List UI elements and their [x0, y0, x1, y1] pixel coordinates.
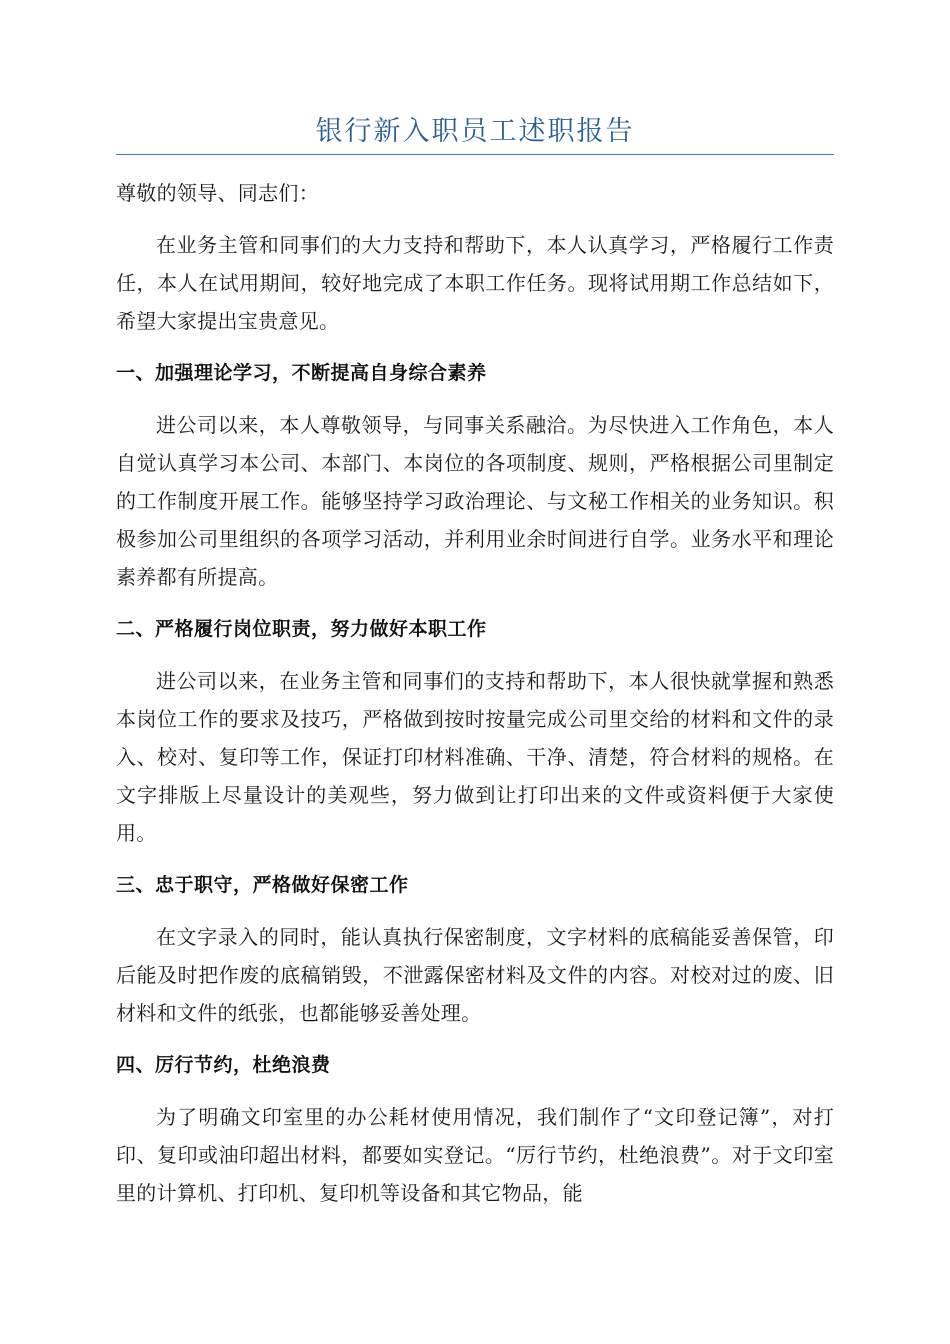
document-title: 银行新入职员工述职报告: [315, 116, 635, 147]
section-heading-1: 一、加强理论学习，不断提高自身综合素养: [116, 362, 487, 384]
title-underline: [116, 154, 834, 155]
section-heading-3: 三、忠于职守，严格做好保密工作: [116, 874, 409, 896]
section-body-1: 进公司以来，本人尊敬领导，与同事关系融洽。为尽快进入工作角色，本人自觉认真学习本公司、本部门、本岗位的各项制度、规则，严格根据公司里制定的工作制度开展工作。能够坚持学习政治理论、与文秘工作相关的业务知识。积极参加公司里组织的各项学习活动，并利用业余时间进行自学。业务水平和理论素养都有所提高。: [116, 413, 834, 589]
intro-paragraph: 在业务主管和同事们的大力支持和帮助下，本人认真学习，严格履行工作责任，本人在试用期间，较好地完成了本职工作任务。现将试用期工作总结如下，希望大家提出宝贵意见。: [116, 233, 834, 333]
document-body: [116, 174, 834, 1226]
section-body-4: 为了明确文印室里的办公耗材使用情况，我们制作了“文印登记簿”，对打印、复印或油印超出材料，都要如实登记。“厉行节约，杜绝浪费”。对于文印室里的计算机、打印机、复印机等设备和其它物品，能: [116, 1105, 834, 1205]
section-heading-4: 四、厉行节约，杜绝浪费: [116, 1054, 331, 1076]
section-body-3: 在文字录入的同时，能认真执行保密制度，文字材料的底稿能妥善保管，印后能及时把作废的底稿销毁，不泄露保密材料及文件的内容。对校对过的废、旧材料和文件的纸张，也都能够妥善处理。: [116, 925, 834, 1025]
section-body-2: 进公司以来，在业务主管和同事们的支持和帮助下，本人很快就掌握和熟悉本岗位工作的要求及技巧，严格做到按时按量完成公司里交给的材料和文件的录入、校对、复印等工作，保证打印材料准确、干净、清楚，符合材料的规格。在文字排版上尽量设计的美观些，努力做到让打印出来的文件或资料便于大家使用。: [116, 669, 834, 845]
salutation: 尊敬的领导、同志们：: [116, 181, 319, 205]
section-heading-2: 二、严格履行岗位职责，努力做好本职工作: [116, 618, 487, 640]
